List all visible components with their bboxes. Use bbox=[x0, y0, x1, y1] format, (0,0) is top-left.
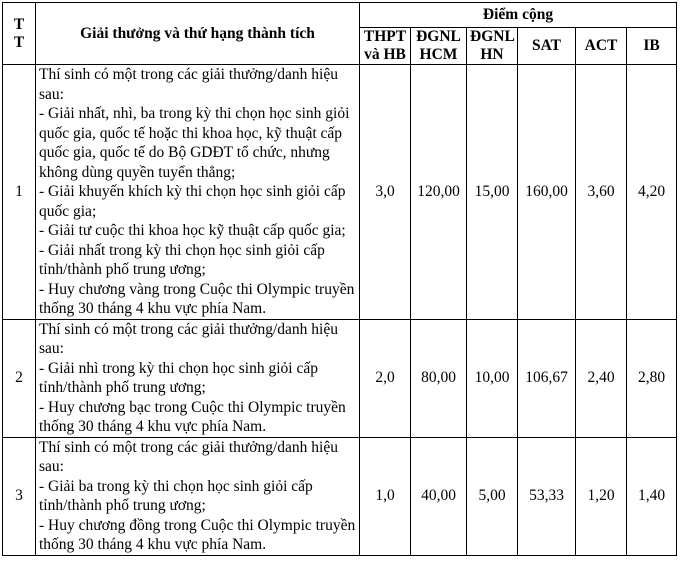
value-act: 1,20 bbox=[576, 437, 627, 555]
value-ib: 2,80 bbox=[627, 319, 677, 437]
value-sat: 160,00 bbox=[518, 65, 576, 320]
award-line: Thí sinh có một trong các giải thưởng/danh hiệu sau: bbox=[39, 438, 338, 475]
award-line: - Giải nhất, nhì, ba trong kỳ thi chọn học sinh giỏi quốc gia, quốc tế hoặc thi khoa học, kỹ thuật cấp quốc gia, quốc tế do Bộ GDĐT tổ chức, nhưng không dùng quyền tuyển thẳng; bbox=[39, 105, 350, 181]
header-award: Giải thưởng và thứ hạng thành tích bbox=[36, 3, 360, 65]
header-col-thpt: THPT và HB bbox=[360, 28, 411, 65]
award-line: - Giải nhì trong kỳ thi chọn học sinh giỏi cấp tỉnh/thành phố trung ương; bbox=[39, 359, 318, 396]
value-dgnl-hcm: 120,00 bbox=[411, 65, 467, 320]
header-row-top bbox=[3, 3, 677, 28]
header-col-act: ACT bbox=[576, 28, 627, 65]
bonus-points-table bbox=[2, 2, 677, 556]
award-line: - Giải ba trong kỳ thi chọn học sinh giỏi cấp tỉnh/thành phố trung ương; bbox=[39, 477, 313, 514]
header-col-sat: SAT bbox=[518, 28, 576, 65]
header-tt: T T bbox=[3, 3, 36, 65]
row-number: 1 bbox=[3, 65, 36, 320]
award-line: - Huy chương đồng trong Cuộc thi Olympic truyền thống 30 tháng 4 khu vực phía Nam. bbox=[39, 516, 356, 553]
award-description bbox=[36, 319, 360, 437]
value-ib: 1,40 bbox=[627, 437, 677, 555]
award-line: - Huy chương bạc trong Cuộc thi Olympic truyền thống 30 tháng 4 khu vực phía Nam. bbox=[39, 398, 346, 435]
table-row bbox=[3, 65, 677, 320]
value-thpt: 3,0 bbox=[360, 65, 411, 320]
table-row bbox=[3, 437, 677, 555]
header-col-dgnl-hcm: ĐGNL HCM bbox=[411, 28, 467, 65]
award-description bbox=[36, 65, 360, 320]
header-bonus-group: Điểm cộng bbox=[360, 3, 677, 28]
value-thpt: 1,0 bbox=[360, 437, 411, 555]
header-col-ib: IB bbox=[627, 28, 677, 65]
value-dgnl-hcm: 80,00 bbox=[411, 319, 467, 437]
value-dgnl-hn: 10,00 bbox=[467, 319, 518, 437]
row-number: 3 bbox=[3, 437, 36, 555]
value-act: 2,40 bbox=[576, 319, 627, 437]
value-dgnl-hn: 5,00 bbox=[467, 437, 518, 555]
award-line: - Giải tư cuộc thi khoa học kỹ thuật cấp quốc gia; bbox=[39, 222, 346, 239]
value-thpt: 2,0 bbox=[360, 319, 411, 437]
award-line: - Giải nhất trong kỳ thi chọn học sinh giỏi cấp tỉnh/thành phố trung ương; bbox=[39, 241, 325, 278]
award-line: Thí sinh có một trong các giải thưởng/danh hiệu sau: bbox=[39, 66, 338, 103]
value-sat: 106,67 bbox=[518, 319, 576, 437]
value-act: 3,60 bbox=[576, 65, 627, 320]
row-number: 2 bbox=[3, 319, 36, 437]
award-line: - Giải khuyến khích kỳ thi chọn học sinh giỏi cấp quốc gia; bbox=[39, 183, 346, 220]
table-row bbox=[3, 319, 677, 437]
award-description bbox=[36, 437, 360, 555]
header-col-dgnl-hn: ĐGNL HN bbox=[467, 28, 518, 65]
award-line: Thí sinh có một trong các giải thưởng/danh hiệu sau: bbox=[39, 320, 338, 357]
value-ib: 4,20 bbox=[627, 65, 677, 320]
value-dgnl-hn: 15,00 bbox=[467, 65, 518, 320]
value-sat: 53,33 bbox=[518, 437, 576, 555]
value-dgnl-hcm: 40,00 bbox=[411, 437, 467, 555]
award-line: - Huy chương vàng trong Cuộc thi Olympic truyền thống 30 tháng 4 khu vực phía Nam. bbox=[39, 280, 355, 317]
